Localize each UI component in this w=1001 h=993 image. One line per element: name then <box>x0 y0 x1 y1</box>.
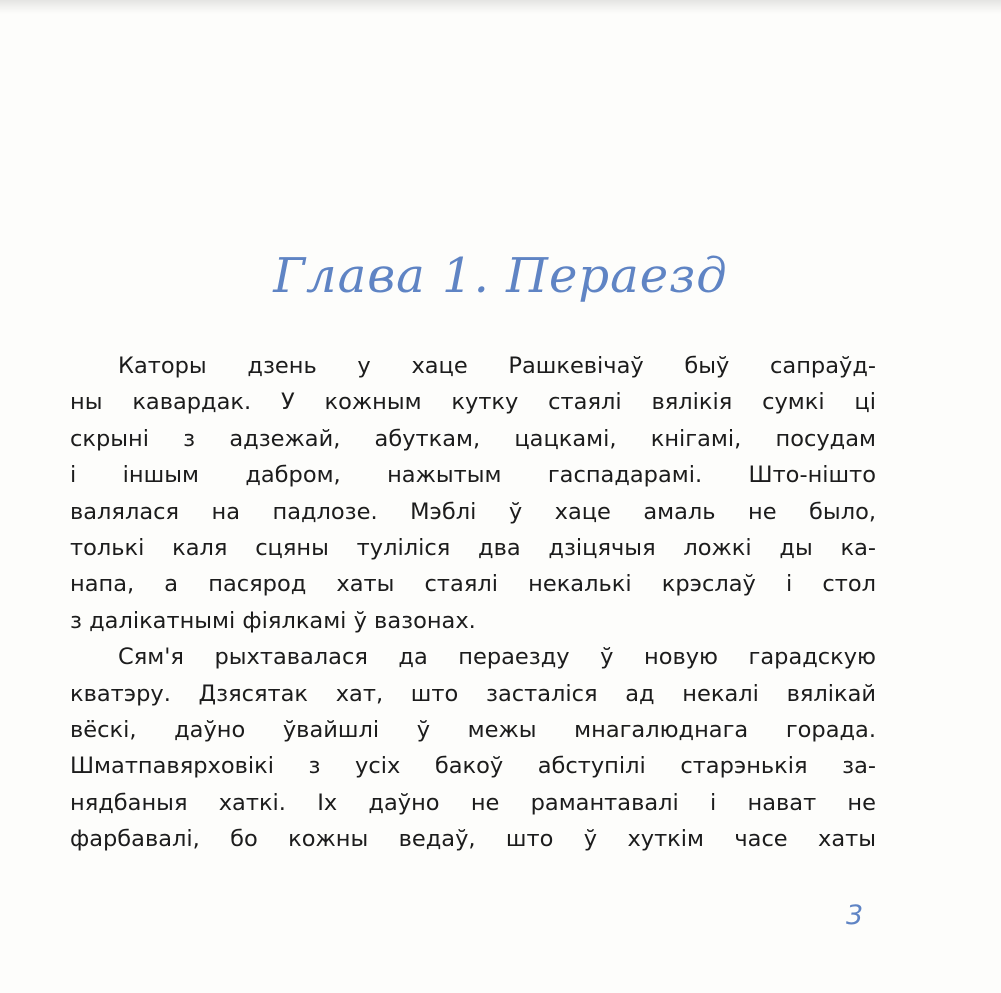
body-text <box>70 348 876 857</box>
text-line: Шматпавярховікі з усіх бакоў абступілі старэнькія за- <box>70 753 876 780</box>
text-line: з далікатнымі фіялкамі ў вазонах. <box>70 607 476 634</box>
text-line: скрыні з адзежай, абуткам, цацкамі, кнігамі, посудам <box>70 425 876 452</box>
text-line: вёскі, даўно ўвайшлі ў межы мнагалюднага горада. <box>70 716 876 743</box>
text-line: кватэру. Дзясятак хат, што засталіся ад некалі вялікай <box>70 680 876 707</box>
text-line: фарбавалі, бо кожны ведаў, што ў хуткім часе хаты <box>70 826 876 853</box>
text-line: і іншым дабром, нажытым гаспадарамі. Што-нішто <box>70 462 876 489</box>
text-line: нядбаныя хаткі. Іх даўно не рамантавалі і нават не <box>70 789 876 816</box>
text-line: Каторы дзень у хаце Рашкевічаў быў сапраўд- <box>118 353 876 379</box>
page-top-edge <box>0 0 1001 14</box>
chapter-title: Глава 1. Пераезд <box>273 248 728 304</box>
paragraph <box>70 348 876 639</box>
text-line: валялася на падлозе. Мэблі ў хаце амаль не было, <box>70 498 876 525</box>
page-number: 3 <box>846 900 864 931</box>
paragraph <box>70 639 876 857</box>
text-line: ны кавардак. У кожным кутку стаялі вялікія сумкі ці <box>70 389 876 416</box>
text-line: Сям'я рыхтавалася да пераезду ў новую гарадскую <box>118 644 876 671</box>
text-line: толькі каля сцяны туліліся два дзіцячыя ложкі ды ка- <box>70 534 876 561</box>
text-line: напа, а пасярод хаты стаялі некалькі крэслаў і стол <box>70 571 876 598</box>
